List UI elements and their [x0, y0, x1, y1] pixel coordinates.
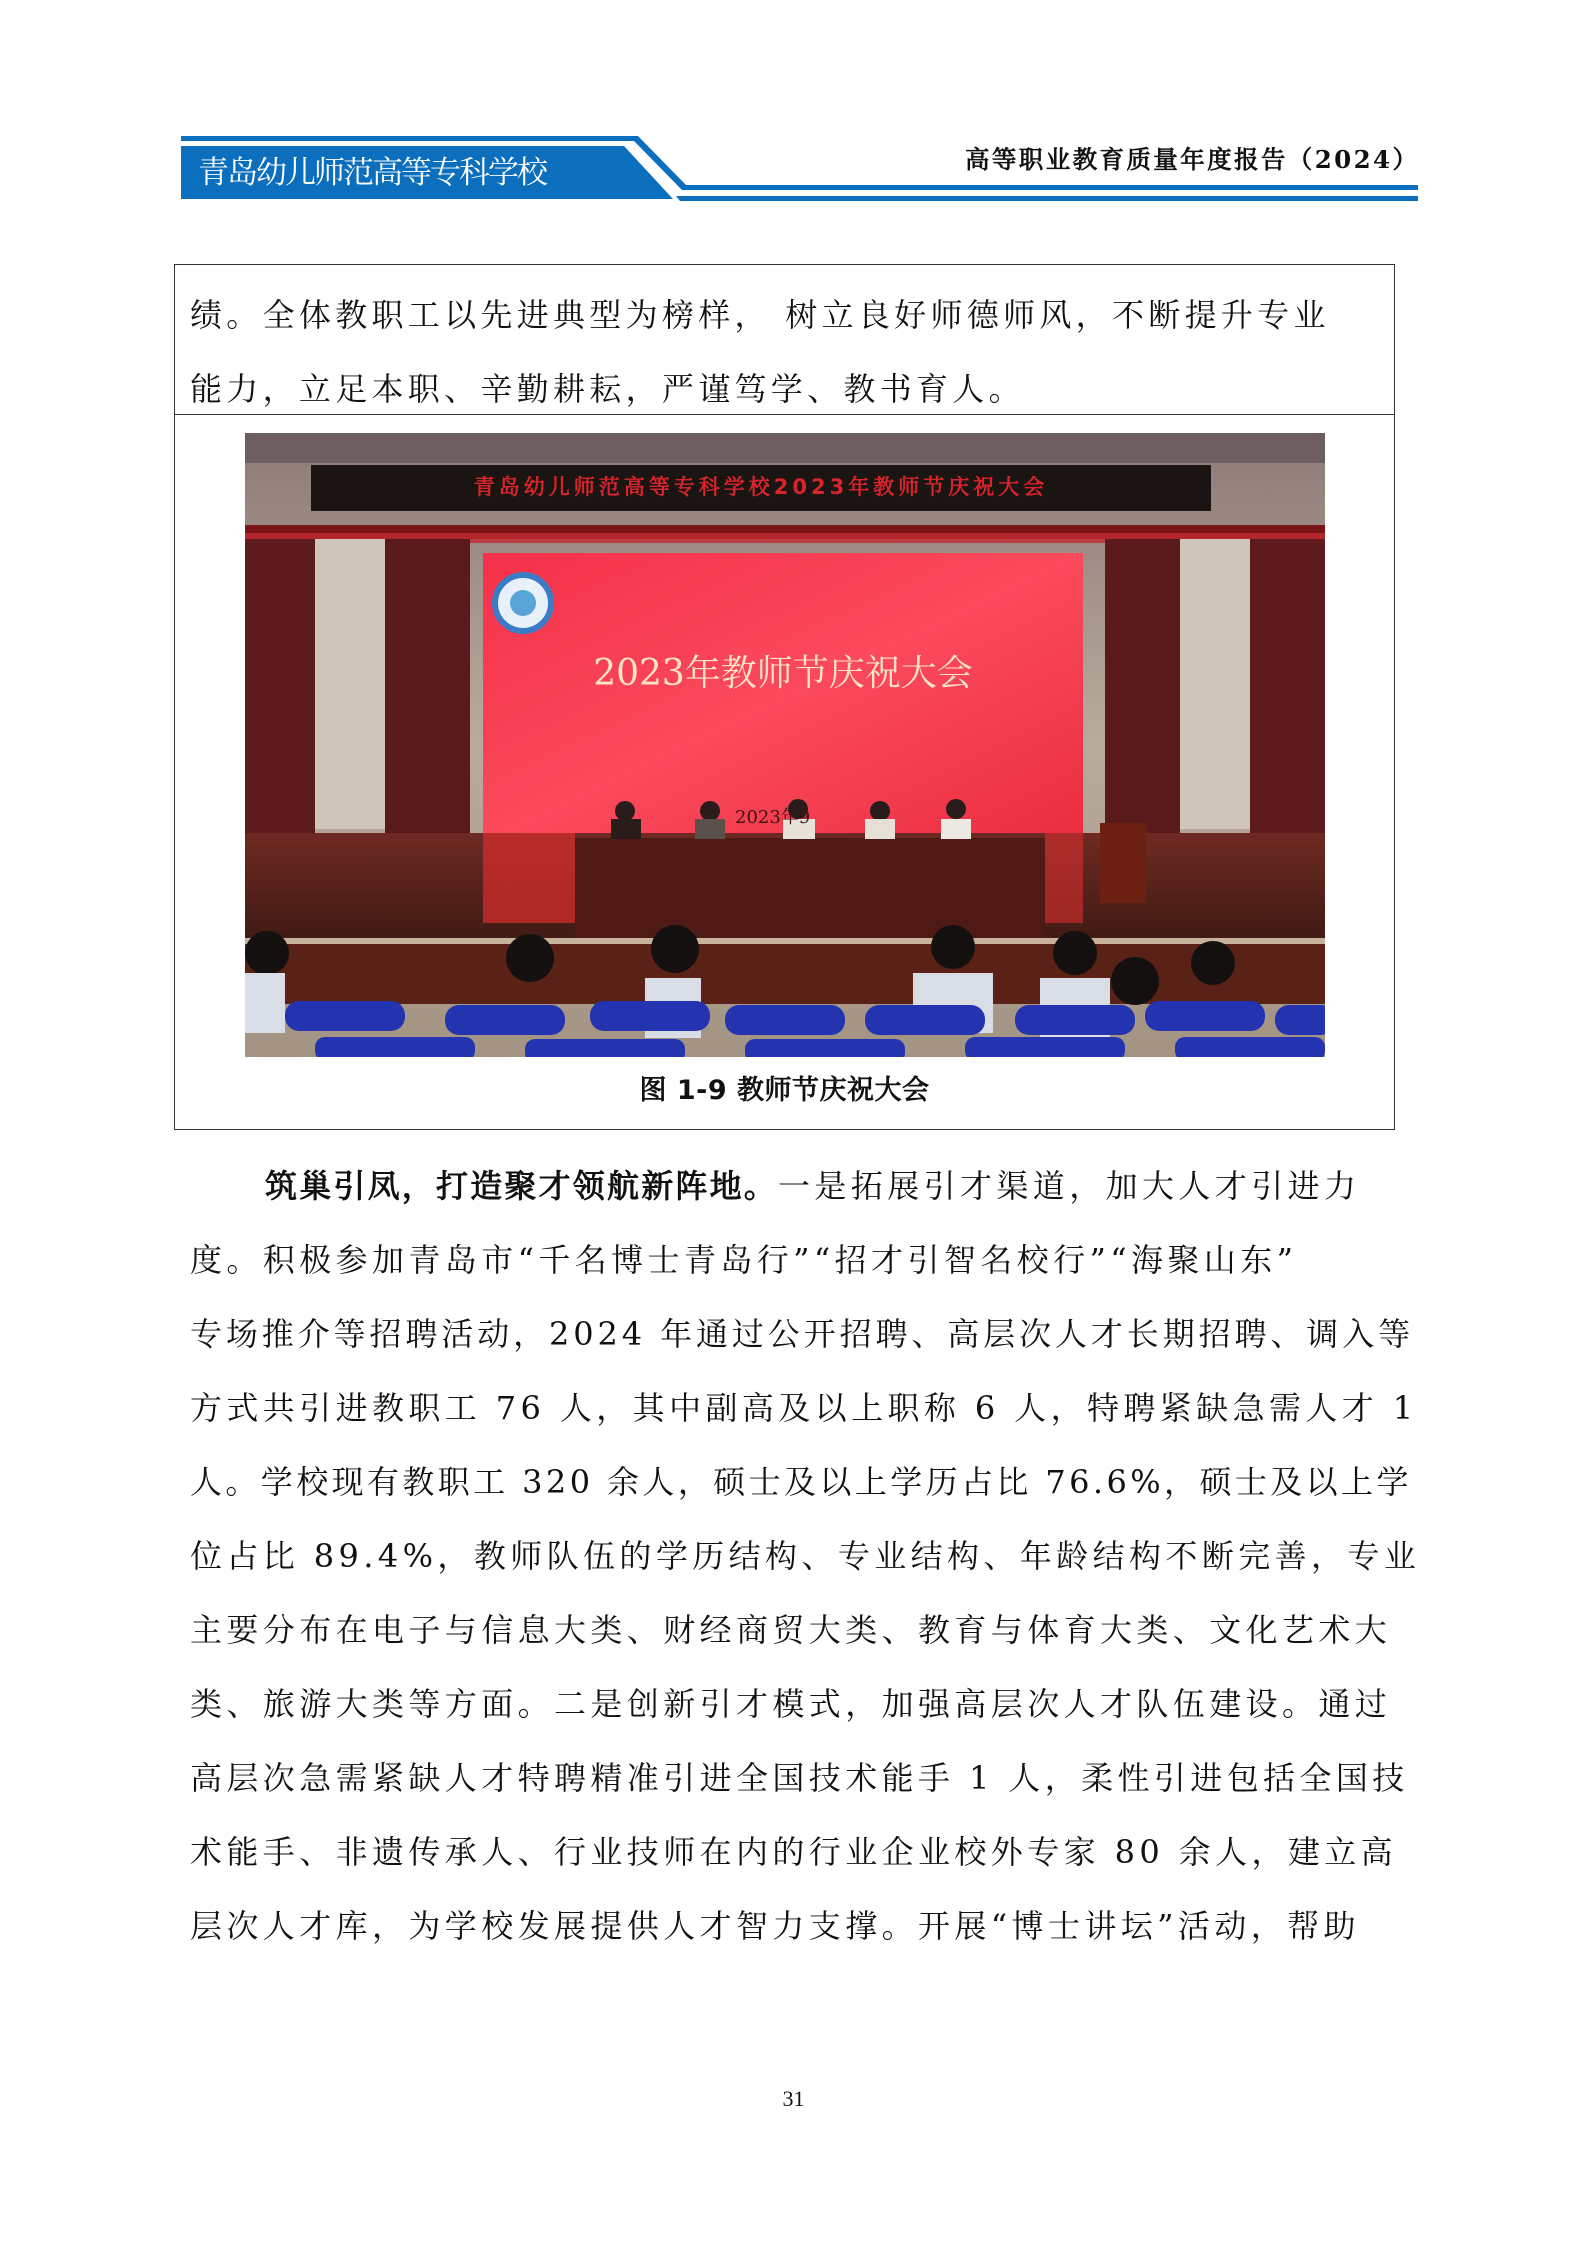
body-line: 高层次急需紧缺人才特聘精准引进全国技术能手 1 人，柔性引进包括全国技 [190, 1759, 1409, 1797]
report-title: 高等职业教育质量年度报告（2024） [965, 145, 1420, 174]
paragraph-lead: 筑巢引凤，打造聚才领航新阵地。 [265, 1167, 779, 1205]
box-text-line: 能力，立足本职、辛勤耕耘，严谨笃学、教书育人。 [190, 370, 1025, 408]
body-text: 一是拓展引才渠道，加大人才引进力 [778, 1167, 1361, 1205]
body-line: 专场推介等招聘活动，2024 年通过公开招聘、高层次人才长期招聘、调入等 [190, 1315, 1415, 1353]
body-line: 术能手、非遗传承人、行业技师在内的行业企业校外专家 80 余人，建立高 [190, 1833, 1398, 1871]
body-line: 类、旅游大类等方面。二是创新引才模式，加强高层次人才队伍建设。通过 [190, 1685, 1392, 1723]
box-divider [175, 414, 1394, 415]
body-line: 度。积极参加青岛市“千名博士青岛行”“招才引智名校行”“海聚山东” [190, 1241, 1298, 1279]
body-line: 人。学校现有教职工 320 余人，硕士及以上学历占比 76.6%，硕士及以上学 [190, 1463, 1412, 1501]
body-line: 层次人才库，为学校发展提供人才智力支撑。开展“博士讲坛”活动，帮助 [190, 1907, 1360, 1945]
screen-title: 2023年教师节庆祝大会 [593, 653, 973, 694]
figure-caption: 图 1-9 教师节庆祝大会 [639, 1075, 930, 1106]
body-line: 位占比 89.4%，教师队伍的学历结构、专业结构、年龄结构不断完善，专业 [190, 1537, 1421, 1575]
body-line: 主要分布在电子与信息大类、财经商贸大类、教育与体育大类、文化艺术大 [190, 1611, 1392, 1649]
stage-screen [483, 553, 1083, 843]
body-line: 方式共引进教职工 76 人，其中副高及以上职称 6 人，特聘紧缺急需人才 1 [190, 1389, 1418, 1427]
figure-box [174, 264, 1395, 1130]
event-photo [245, 433, 1325, 1057]
box-text-line: 绩。全体教职工以先进典型为榜样， 树立良好师德师风，不断提升专业 [190, 296, 1330, 334]
page-number: 31 [782, 2086, 805, 2111]
led-banner-text: 青岛幼儿师范高等专科学校2023年教师节庆祝大会 [473, 475, 1049, 499]
school-name: 青岛幼儿师范高等专科学校 [198, 155, 546, 191]
screen-date: 2023年9 [735, 807, 811, 828]
header-bottom-stripe [676, 196, 1418, 201]
paragraph-first-line [265, 1166, 1360, 1206]
